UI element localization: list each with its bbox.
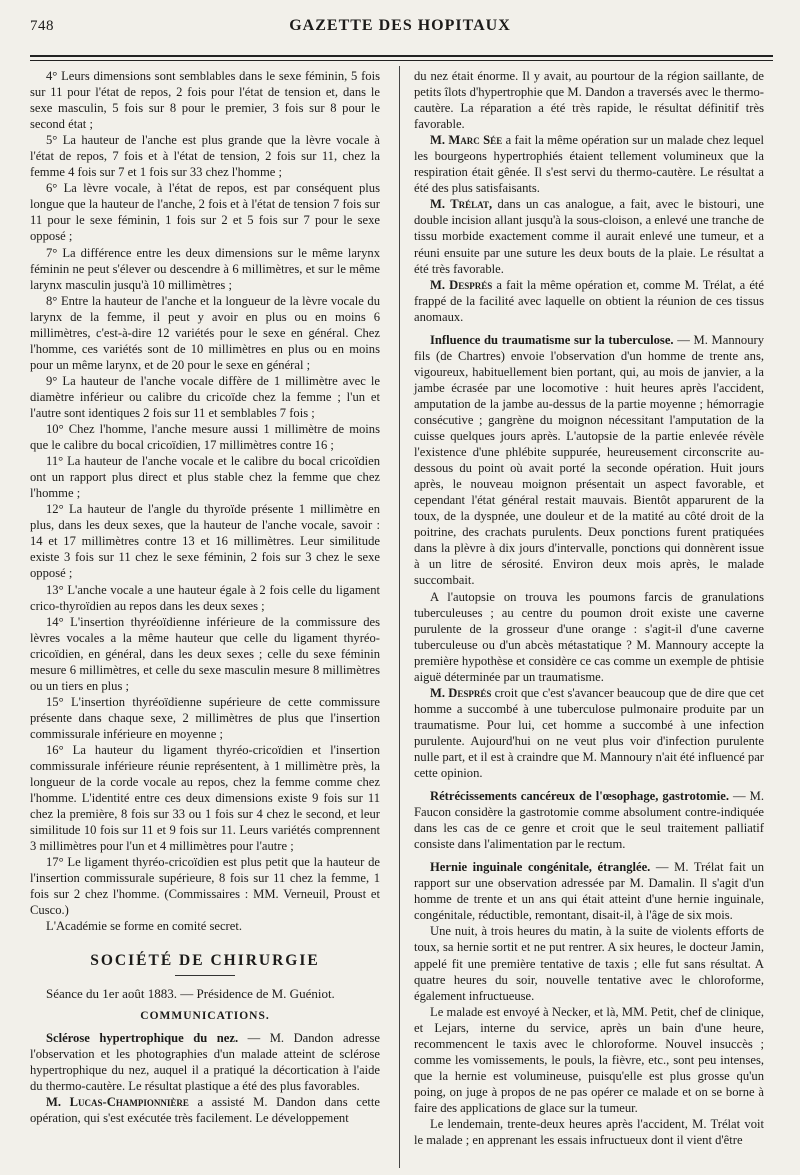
speaker-name: M. Després [430,277,493,292]
right-column [414,68,764,1148]
paragraph: Une nuit, à trois heures du matin, à la suite de violents efforts de toux, sa hernie sortit et ne put rentrer. A six heures, le docteur Jamin, appelé fit une première tentative de taxis ; elle fut sans résultat. A quatre heures du soir, nouvelle tentative avec le chloroforme, également infructueuse. [414,924,764,1003]
run-in-heading: Hernie inguinale congénitale, étranglée. [430,860,651,875]
article-item: L'Académie se forme en comité secret. [46,919,242,934]
paragraph: Le lendemain, trente-deux heures après l'accident, M. Trélat voit le malade ; en apprenant les essais infructueux dont il vient d'être [414,1117,764,1148]
paragraph: du nez était énorme. Il y avait, au pourtour de la région saillante, de petits îlots d'hypertrophie que M. Dandon a traversés avec le thermo-cautère. La réparation a été très rapide, le résultat définitif très favorable. [414,69,764,132]
article-item: 16° La hauteur du ligament thyréo-cricoïdien et l'insertion commissurale inférieure réunie représentent, à 1 millimètre près, la longueur de la corde vocale au repos, chez la femme comme chez l'homme. L'identité entre ces deux dimensions existe 9 fois sur 11 chez la première, 8 fois sur 33 ou 1 fois sur 4 chez le second, et leur similitude 10 fois sur 11 et 9 fois sur 11. Leurs variétés comprennent 3 millimètres pour l'un et 4 millimètres pour l'autre ; [30,742,380,854]
article-item: 12° La hauteur de l'angle du thyroïde présente 1 millimètre en plus, dans les deux sexes, que la hauteur de l'anche vocale, savoir : 14 et 17 millimètres contre 13 et 16 millimètres. Leur similitude existe 3 fois sur 11 chez le sexe féminin, 2 fois sur 3 chez le sexe opposé ; [30,502,380,581]
paragraph-body: a fait la même opération sur un malade chez lequel les bourgeons hypertrophiés étaient tellement volumineux que la respiration était gênée. Il s'est servi du thermo-cautère. Le résultat a été des plus satisfaisants. [414,133,764,196]
article-item: 17° Le ligament thyréo-cricoïdien est plus petit que la hauteur de l'insertion commissurale supérieure, 8 fois sur 11 chez la femme, 1 fois sur 2 chez l'homme. (Commissaires : MM. Verneuil, Proust et Cusco.) [30,855,380,918]
section-title: SOCIÉTÉ DE CHIRURGIE [90,951,320,969]
article-item: 4° Leurs dimensions sont semblables dans le sexe féminin, 5 fois sur 11 pour l'état de repos, 2 fois pour l'état de tension et, dans le sexe masculin, 5 fois sur 8 pour le premier, 3 fois sur 8 pour le second état ; [30,69,380,132]
paragraph-body: a assisté M. Dandon dans cette opération, qui s'est exécutée très facilement. Le développement [30,1094,380,1125]
header-rule [30,55,773,61]
paragraph-body: croit que c'est s'avancer beaucoup que de dire que cet homme a succombé à une tuberculose pulmonaire produite par un traumatisme. Pour lui, cet homme a succombé à une infection purulente. Aujourd'hui on ne veut plus voir d'infection purulente nulle part, et il est à craindre que M. Mannoury n'ait été influencé par cette opinion. [414,685,764,781]
paragraph-body: — M. Dandon adresse l'observation et les photographies d'un malade atteint de sclérose hypertrophique du nez, auquel il a pratiqué la décortication à l'aide du thermo-cautère. Le résultat plastique a été des plus favorables. [30,1030,381,1093]
article-item: 10° Chez l'homme, l'anche mesure aussi 1 millimètre de moins que le calibre du bocal cricoïdien, 17 millimètres contre 16 ; [30,422,380,453]
article-item: 11° La hauteur de l'anche vocale et le calibre du bocal cricoïdien ont un rapport plus direct et plus stable chez la femme que chez l'homme ; [30,454,380,501]
session-line: Séance du 1er août 1883. — Présidence de M. Guéniot. [46,985,335,1001]
column-divider [399,66,400,1168]
paragraph: A l'autopsie on trouva les poumons farcis de granulations tuberculeuses ; au centre du poumon droit existe une caverne purulente de la grosseur d'une orange : s'agit-il d'une caverne tuberculeuse ou d'un abcès métastatique ? M. Mannoury accepte la première hypothèse et considère ce cas comme un exemple de phtisie aiguë déterminée par un traumatisme. [414,589,764,684]
paragraph [414,685,764,781]
page-number: 748 [30,18,54,34]
paragraph-body: a fait la même opération et, comme M. Trélat, a été frappé de la facilité avec laquelle on obtient la réunion de ces tissus anomaux. [414,277,764,324]
paragraph: Le malade est envoyé à Necker, et là, MM. Petit, chef de clinique, et Lejars, interne du service, après un bain d'une heure, recommencent le taxis avec le chloroforme. Nouvel insuccès ; comme les vomissements, le pouls, la fièvre, etc., sont peu intenses, que la hernie est volumineuse, puisqu'elle est plus grosse qu'un poing, on juge à propos de ne pas opérer ce malade et on se borne à faire des applications de glace sur la tumeur. [414,1004,764,1115]
run-in-heading: Influence du traumatisme sur la tuberculose. [430,332,674,347]
paragraph-body: — M. Mannoury fils (de Chartres) envoie l'observation d'un homme de trente ans, vigoureux, habituellement bien portant, qui, au mois de janvier, a la jambe écrasée par une locomotive : huit heures après l'accident, amputation de la jambe au-dessus de la partie moyenne ; hémorragie consécutive ; gangrène du moignon nécessitant l'amputation de la cuisse quelques jours après. L'autopsie de la partie enlevée révèle l'existence d'une phlébite suppurée, heureusement circonscrite au-dessous du point où avait porté la seconde opération. Huit jours après, le nouveau moignon présentait un aspect favorable, et cependant l'état général restait mauvais. Bientôt apparurent de la toux, de la dyspnée, une douleur et de la matité au côté droit de la poitrine, des crachats purulents. Deux ponctions furent pratiquées dans la plèvre à dix jours d'intervalle, ponctions qui donnèrent issue à un litre de sérosité. Environ deux mois après, le malade succombait. [414,332,764,588]
article-item: 15° L'insertion thyréoïdienne supérieure de cette commissure présente dans chaque sexe, 2 millimètres de plus que l'insertion commissurale inférieure en moyenne ; [30,694,380,741]
paragraph [414,132,764,196]
paragraph [414,277,764,325]
paragraph [414,332,764,589]
speaker-name: M. Després [430,685,492,700]
speaker-name: M. Trélat, [430,197,493,212]
article-item: 7° La différence entre les deux dimensions sur le même larynx féminin ne peut s'élever ou descendre à 6 millimètres, et sur le même larynx masculin jusqu'à 10 millimètres ; [30,245,380,292]
paragraph-body: — M. Faucon considère la gastrotomie comme absolument contre-indiquée dans les cas de ce genre et croit que le seul traitement palliatif consiste dans l'alimentation par le rectum. [414,789,764,852]
paragraph [414,788,764,852]
paragraph [30,1030,380,1094]
paragraph-body: dans un cas analogue, a fait, avec le bistouri, une double incision allant jusqu'à la sous-cloison, a enlevé une tranche de tissu morbide exactement comme il aurait enlevé une tumeur, et a réuni ensuite par une suture les deux bouts de la plaie. Le résultat a été très favorable. [414,197,764,276]
speaker-name: M. Marc Sée [430,133,503,148]
article-item: 9° La hauteur de l'anche vocale diffère de 1 millimètre avec le diamètre inférieur ou calibre du cricoïde chez la femme ; l'un et l'autre sont identiques 2 fois sur 11 et semblables 7 fois ; [30,373,380,420]
article-item: 13° L'anche vocale a une hauteur égale à 2 fois celle du ligament crico-thyroïdien au repos dans les deux sexes ; [30,582,380,613]
article-item: 6° La lèvre vocale, à l'état de repos, est par conséquent plus longue que la hauteur de l'anche, 2 fois et à l'état de tension 7 fois sur 11 pour le sexe féminin, 1 fois sur 2 et 5 fois sur 7 pour le sexe opposé ; [30,181,380,244]
article-item: 5° La hauteur de l'anche est plus grande que la lèvre vocale à l'état de repos, 7 fois et à l'état de tension, 2 fois sur 11, chez la femme 4 fois sur 7 et 1 fois sur 33 chez l'homme ; [30,133,380,180]
run-in-heading: Sclérose hypertrophique du nez. [46,1030,239,1045]
paragraph [414,859,764,923]
run-in-heading: Rétrécissements cancéreux de l'œsophage, gastrotomie. [430,789,729,804]
running-title: GAZETTE DES HOPITAUX [289,17,511,34]
paragraph [414,196,764,276]
communications-title: COMMUNICATIONS. [140,1009,270,1022]
paragraph-body: — M. Trélat fait un rapport sur une observation adressée par M. Damalin. Il s'agit d'un homme de trente et un ans qui était atteint d'une hernie inguinale, congénitale, réductible, remontant, disait-il, à l'âge de six mois. [414,860,765,923]
section-rule [175,975,235,976]
speaker-name: M. Lucas-Championnière [46,1094,189,1109]
article-item: 8° Entre la hauteur de l'anche et la longueur de la lèvre vocale du larynx de la femme, il peut y avoir en plus ou en moins 6 millimètres, c'est-à-dire 12 variétés pour le sexe en général. Chez l'homme, ces variétés sont de 10 millimètres en plus ou en moins pour un même larynx, et de 20 pour le sexe en général ; [30,293,380,372]
article-item: 14° L'insertion thyréoïdienne inférieure de la commissure des lèvres vocales a la même hauteur que celle du ligament thyréo-cricoïdien, en général, dans les deux sexes ; celle du sexe féminin mesure 6 millimètres, et celle du sexe masculin mesure 8 millimètres ou un tiers en plus ; [30,614,380,693]
left-column [30,68,380,1126]
paragraph [30,1094,380,1126]
